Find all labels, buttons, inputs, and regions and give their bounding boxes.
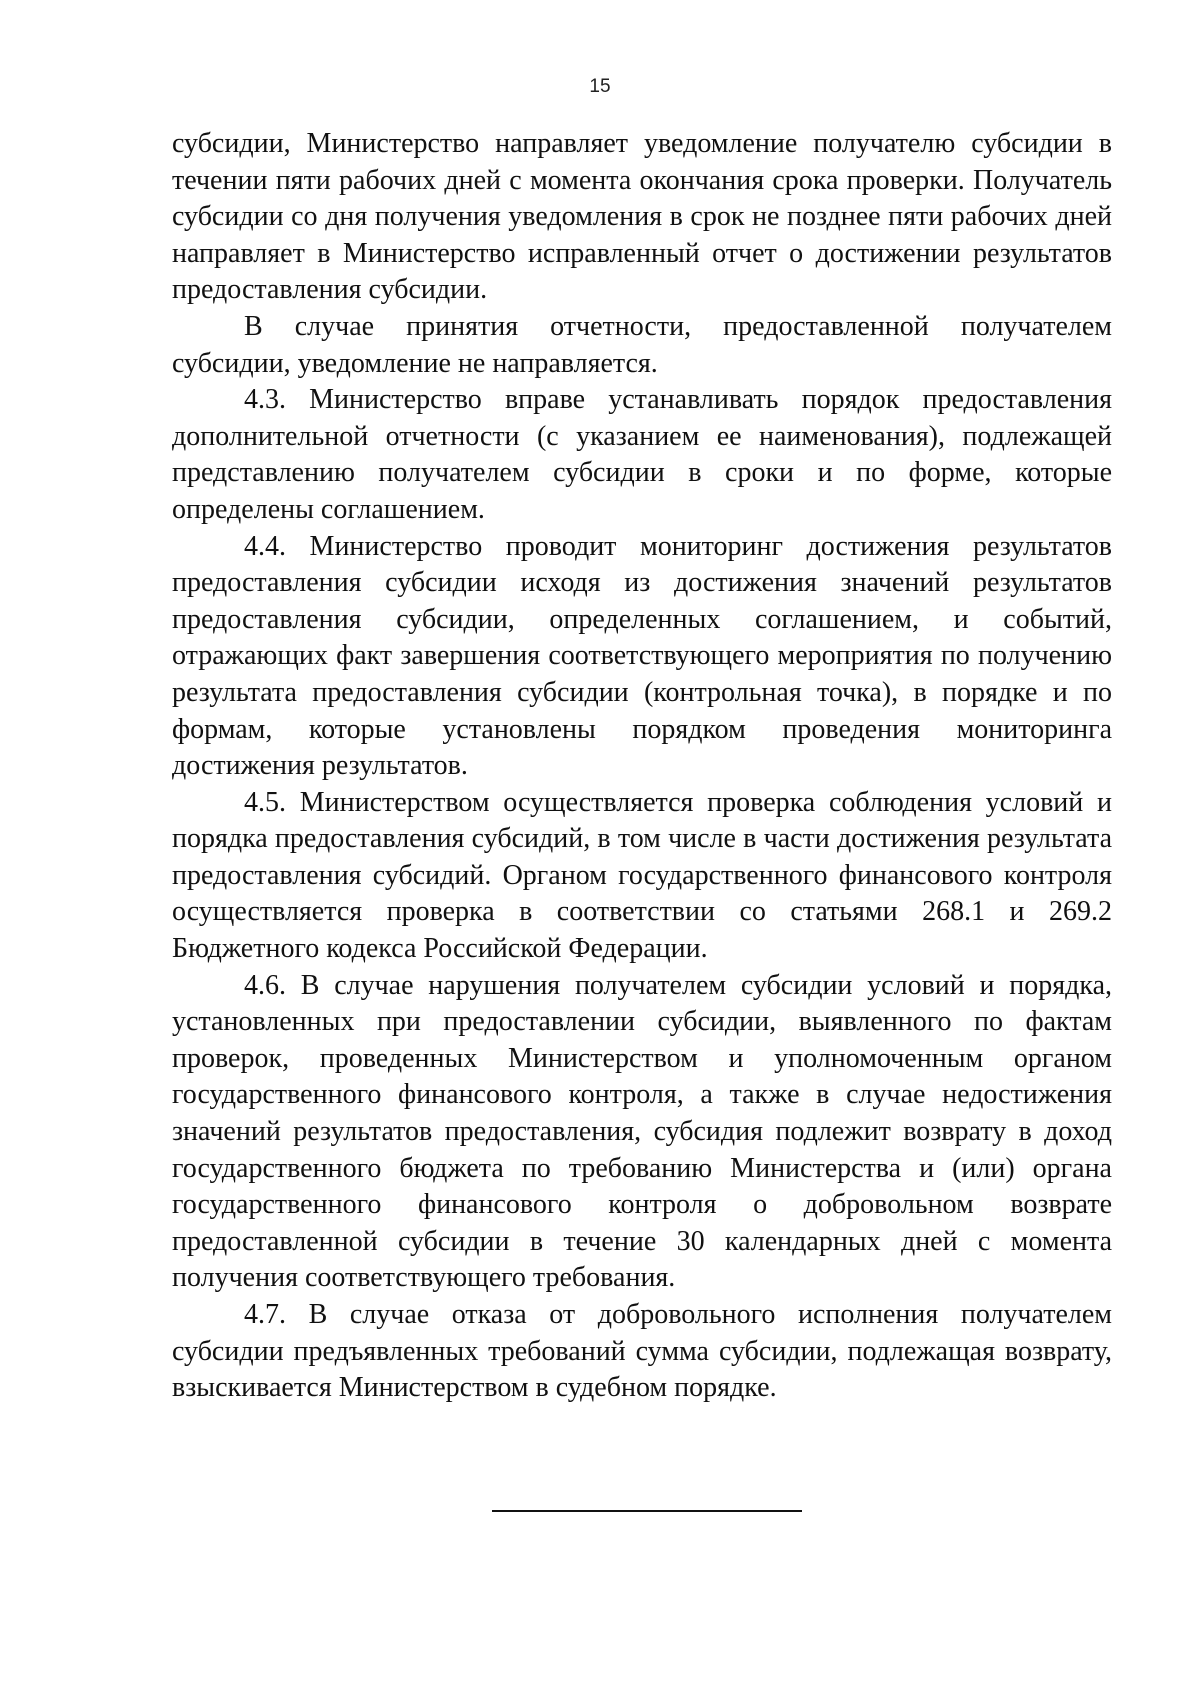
- paragraph-4-4: 4.4. Министерство проводит мониторинг достижения результатов предоставления субсидии исходя из достижения значений результатов предоставления субсидии, определенных соглашением, и событий, отражающих факт завершения соответствующего мероприятия по получению результата предоставления субсидии (контрольная точка), в порядке и по формам, которые установлены порядком проведения мониторинга достижения результатов.: [172, 530, 1112, 782]
- paragraph-continuation: субсидии, Министерство направляет уведомление получателю субсидии в течении пяти рабочих дней с момента окончания срока проверки. Получатель субсидии со дня получения уведомления в срок не позднее пяти рабочих дней направляет в Министерство исправленный отчет о достижении результатов предоставления субсидии.: [172, 128, 1112, 306]
- end-of-document-divider: [492, 1510, 802, 1512]
- paragraph-4-5: 4.5. Министерством осуществляется проверка соблюдения условий и порядка предоставления субсидий, в том числе в части достижения результата предоставления субсидий. Органом государственного финансового контроля осуществляется проверка в соответствии со статьями 268.1 и 269.2 Бюджетного кодекса Российской Федерации.: [172, 786, 1112, 965]
- page-number: 15: [589, 76, 611, 97]
- paragraph-4-3: 4.3. Министерство вправе устанавливать порядок предоставления дополнительной отчетности (с указанием ее наименования), подлежащей представлению получателем субсидии в сроки и по форме, которые определены соглашением.: [172, 384, 1112, 525]
- paragraph-4-7: 4.7. В случае отказа от добровольного исполнения получателем субсидии предъявленных требований сумма субсидии, подлежащая возврату, взыскивается Министерством в судебном порядке.: [172, 1299, 1112, 1404]
- document-body: [172, 126, 1112, 1407]
- paragraph-4-6: 4.6. В случае нарушения получателем субсидии условий и порядка, установленных при предоставлении субсидии, выявленного по фактам проверок, проведенных Министерством и уполномоченным органом государственного финансового контроля, а также в случае недостижения значений результатов предоставления, субсидия подлежит возврату в доход государственного бюджета по требованию Министерства и (или) органа государственного финансового контроля о добровольном возврате предоставленной субсидии в течение 30 календарных дней с момента получения соответствующего требования.: [172, 969, 1112, 1294]
- paragraph-reporting-accepted: В случае принятия отчетности, предоставленной получателем субсидии, уведомление не направляется.: [172, 310, 1112, 379]
